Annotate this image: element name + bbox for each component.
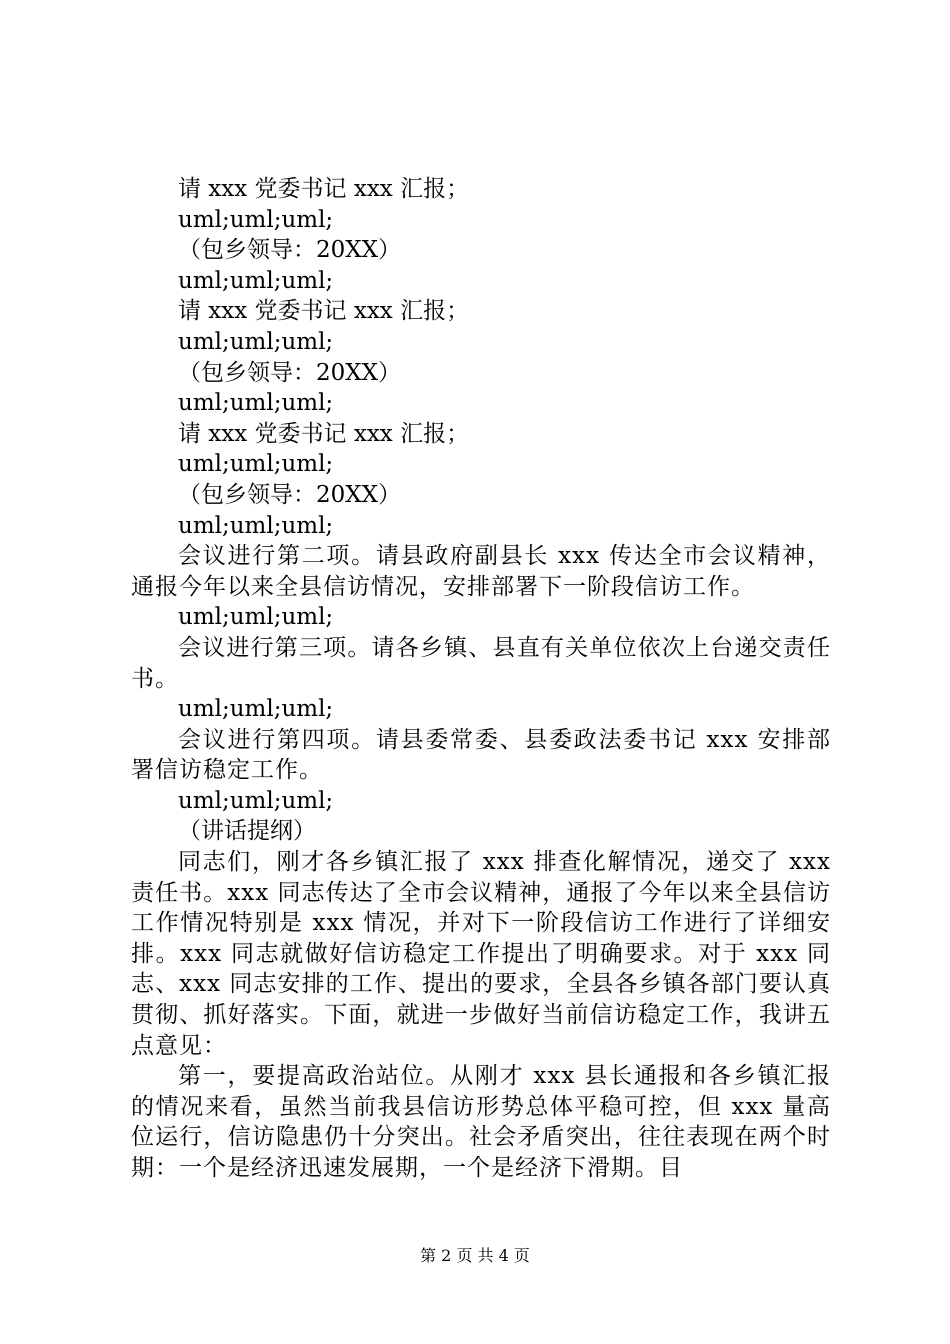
separator-line: uml;uml;uml; xyxy=(178,787,334,814)
text-line: 请 xxx 党委书记 xxx 汇报； xyxy=(178,176,470,202)
text-line: uml;uml;uml; xyxy=(178,328,334,355)
text-line: （包乡领导：20XX） xyxy=(178,359,402,386)
text-line: uml;uml;uml; xyxy=(178,512,334,539)
text-line: uml;uml;uml; xyxy=(178,206,334,233)
speech-paragraph-1: 同志们，刚才各乡镇汇报了 xxx 排查化解情况，递交了 xxx 责任书。xxx 同志传达了全市会议精神，通报了今年以来全县信访工作情况特别是 xxx 情况，并对下一阶段信访工作进行了详细安排。xxx 同志就做好信访稳定工作提出了明确要求。对于 xxx 同志、xxx 同志安排的工作、提出的要求，全县各乡镇各部门要认真贯彻、抓好落实。下面，就进一步做好当前信访稳定工作，我讲五点意见： xyxy=(131,849,831,1059)
text-line: （包乡领导：20XX） xyxy=(178,481,402,508)
separator-line: uml;uml;uml; xyxy=(178,604,334,631)
text-line: uml;uml;uml; xyxy=(178,390,334,417)
text-line: （包乡领导：20XX） xyxy=(178,237,402,264)
separator-line: uml;uml;uml; xyxy=(178,696,334,723)
text-line: uml;uml;uml; xyxy=(178,267,334,294)
document-body xyxy=(131,174,831,1184)
text-line: 请 xxx 党委书记 xxx 汇报； xyxy=(178,298,470,325)
speech-outline-heading: （讲话提纲） xyxy=(178,818,316,845)
speech-paragraph-2: 第一，要提高政治站位。从刚才 xxx 县长通报和各乡镇汇报的情况来看，虽然当前我县信访形势总体平稳可控，但 xxx 量高位运行，信访隐患仍十分突出。社会矛盾突出，往往表现在两个时期：一个是经济迅速发展期，一个是经济下滑期。目 xyxy=(131,1063,831,1181)
agenda-item-2: 会议进行第二项。请县政府副县长 xxx 传达全市会议精神，通报今年以来全县信访情况，安排部署下一阶段信访工作。 xyxy=(131,543,831,600)
agenda-item-3: 会议进行第三项。请各乡镇、县直有关单位依次上台递交责任书。 xyxy=(131,634,831,692)
agenda-item-4: 会议进行第四项。请县委常委、县委政法委书记 xxx 安排部署信访稳定工作。 xyxy=(131,726,831,784)
text-line: 请 xxx 党委书记 xxx 汇报； xyxy=(178,420,470,447)
page-footer: 第 2 页 共 4 页 xyxy=(420,1246,530,1265)
text-line: uml;uml;uml; xyxy=(178,451,334,478)
